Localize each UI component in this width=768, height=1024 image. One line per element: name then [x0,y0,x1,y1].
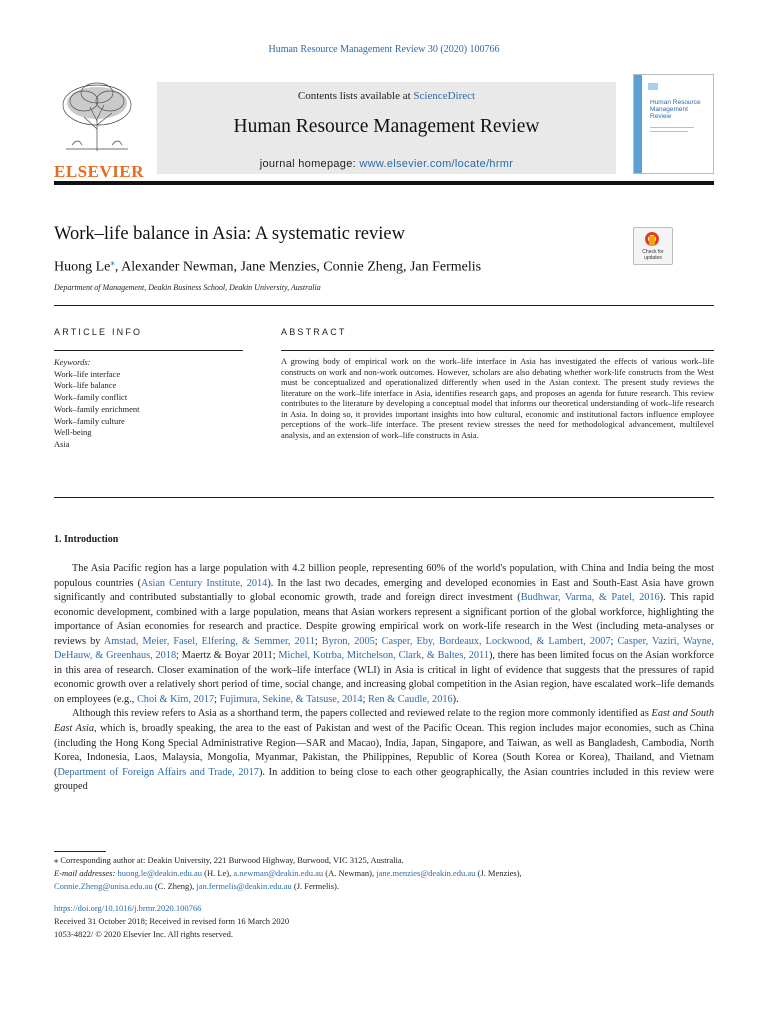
author-list [54,257,481,276]
citation-link[interactable]: Michel, Kotrba, Mitchelson, Clark, & Baltes, 2011 [278,650,489,662]
text-run: ; [610,635,618,647]
keyword: Well-being [54,427,92,438]
text-run: ; [314,635,322,647]
citation-link[interactable]: Ren & Caudle, 2016 [368,693,453,705]
citation-link[interactable]: Byron, 2005 [321,635,375,647]
text-run: ). In the last two decades, emerging and developed economies in East and South-East Asia have grown significantly and contributed substantially to global economic growth, trade and foreign direct investment ( [54,577,714,604]
keyword: Work–family culture [54,415,125,426]
sciencedirect-link[interactable]: ScienceDirect [413,90,476,102]
cover-logo-icon [648,83,658,90]
section-rule [54,497,714,498]
citation-link[interactable]: Fujimura, Sekine, & Tatsuse, 2014 [219,693,363,705]
keywords-label: Keywords: [54,357,91,367]
cover-title: Human Resource Management Review [650,99,701,120]
corresponding-author-mark[interactable]: ⁎ [110,257,115,267]
cover-stripe [634,75,642,173]
journal-cover-thumbnail[interactable] [633,74,714,174]
citation-link[interactable]: Casper, Vaziri, Wayne, DeHauw, & Greenhaus, 2018 [54,635,714,662]
footnote-line [54,867,714,880]
journal-homepage [157,158,616,170]
paragraph [54,707,714,794]
article-info-heading: ARTICLE INFO [54,327,143,337]
journal-banner [157,82,616,174]
footnote-line [54,854,714,867]
abstract-heading: ABSTRACT [281,327,347,337]
homepage-prefix: journal homepage: [259,158,360,170]
text-run: , which is, broadly speaking, the area to the east of Pakistan and west of the Pacific Ocean. This region includes major economies, such as China (including the Hong Kong Special Administrative Region—SAR and Macao), India, Japan, Singapore, and Taiwan, as well as Bangladesh, Cambodia, North Korea, Indonesia, Laos, Malaysia, Mongolia, Myanmar, Pakistan, the Philippines, Republic of Korea (South Korea or Korea), Thailand, and Vietnam ( [54,723,714,778]
introduction-heading: 1. Introduction [54,534,119,545]
info-rule [54,350,243,351]
received-dates: Received 31 October 2018; Received in revised form 16 March 2020 [54,916,290,926]
article-title: Work–life balance in Asia: A systematic review [54,224,405,244]
text-run: ). [452,693,459,705]
text-run: (C. Zheng), [152,881,197,891]
masthead-rule [54,181,714,185]
contents-prefix: Contents lists available at [297,90,414,102]
text-run: ). In addition to being close to each other geographically, the Asian countries included in this review were grouped [54,766,715,793]
citation-link[interactable]: Amstad, Meier, Fasel, Elfering, & Semmer, 2011 [103,635,315,647]
text-run: (J. Menzies), [475,868,522,878]
journal-citation[interactable]: Human Resource Management Review 30 (2020) 100766 [268,44,500,55]
text-run: ; [362,693,368,705]
section-rule [54,305,714,306]
text-run: The Asia Pacific region has a large population with 4.2 billion people, representing 60% of the world's population, with China and India being the most populous countries ( [54,563,714,589]
elsevier-logo[interactable] [54,79,144,179]
text-run: East and South East Asia [54,708,715,735]
keywords-list [54,357,139,451]
citation-link[interactable]: jane.menzies@deakin.edu.au [376,868,476,878]
text-run: ). This rapid economic development, combined with a large population, means that Asian workers represent a significant portion of the global workforce, highlighting the importance of Asian economies for research and practice. Despite growing empirical work on work-life research in the West (including meta-analyses or reviews by [54,592,714,647]
check-updates-label: Check for updates [642,249,664,261]
citation-link[interactable]: jan.fermelis@deakin.edu.au [196,881,292,891]
cover-text-line [650,127,694,128]
text-run: ; [374,635,382,647]
abstract-text: A growing body of empirical work on the work–life interface in Asia has investigated the effects of various work–life constructs on work and non-work outcomes. However, scholars are also debating whether work-life constructs from the West must be conceptualized and operationalized differently when used in the Asian context. The present study reviews the literature on the work–life interface in Asia, identifies research gaps, and proposes an agenda for future research. This review contributes to the literature by developing a conceptual model that informs our theoretical understanding of work–life research in Asia. In doing so, it provides important insights into how cultural, economic and institutional factors influence employee perceptions of the work–life interface. The present review stresses the need for methodological advancement, multilevel analysis, and an extension of work–life constructs in Asia. [281,356,714,440]
text-run: ; Maertz & Boyar 2011; [176,650,279,662]
text-run: (A. Newman), [323,868,377,878]
keyword: Work–life balance [54,380,117,391]
keyword: Asia [54,438,70,449]
author-name[interactable]: Huong Le [54,259,111,275]
text-run: ; [214,693,220,705]
abstract-rule [281,350,714,351]
footnote-line [54,880,714,893]
keyword: Work–family conflict [54,392,128,403]
journal-title: Human Resource Management Review [233,116,540,137]
publication-info [54,902,289,941]
footnote [54,854,714,893]
body-text [54,562,714,795]
text-run: (J. Fermelis). [291,881,339,891]
doi-link[interactable]: https://doi.org/10.1016/j.hrmr.2020.100766 [54,903,202,913]
elsevier-tree-icon [54,79,140,153]
author-names: , Alexander Newman, Jane Menzies, Connie Zheng, Jan Fermelis [114,259,482,275]
contents-line [157,90,616,102]
keyword: Work–family enrichment [54,403,140,414]
citation-link[interactable]: Connie.Zheng@unisa.edu.au [54,881,153,891]
check-for-updates-button[interactable] [633,227,673,265]
homepage-link[interactable]: www.elsevier.com/locate/hrmr [359,158,514,170]
cover-text-line [650,131,688,132]
citation-link[interactable]: Budhwar, Varma, & Patel, 2016 [520,592,660,604]
text-run: ⁎ Corresponding author at: Deakin University, 221 Burwood Highway, Burwood, VIC 3125, Australia. [54,855,404,865]
publisher-name: ELSEVIER [54,162,144,181]
citation-link[interactable]: Casper, Eby, Bordeaux, Lockwood, & Lambert, 2007 [381,635,611,647]
footnote-rule [54,851,106,852]
citation-link[interactable]: Department of Foreign Affairs and Trade, 2017 [57,766,259,778]
text-run: (H. Le), [201,868,234,878]
masthead [54,73,714,183]
text-run: ), there has been limited focus on the Asian workforce in this area of research. Closer examination of the work–life interface (WLI) in Asia is critical in light of evidence that suggests that the pressures of rapid economic growth over a relatively short period of time, social change, and increasing global competition in the Asian region, have escalated work–life demands on employees (e.g., [54,650,715,705]
citation-link[interactable]: Choi & Kim, 2017 [136,693,215,705]
bookmark-icon [649,236,655,246]
citation-link[interactable]: Asian Century Institute, 2014 [141,577,268,589]
text-run: Although this review refers to Asia as a shorthand term, the papers collected and reviewed relate to the region more commonly identified as [72,708,652,720]
citation-link[interactable]: a.newman@deakin.edu.au [233,868,324,878]
keyword: Work–life interface [54,368,121,379]
citation-link[interactable]: huong.le@deakin.edu.au [117,868,202,878]
affiliation: Department of Management, Deakin Business School, Deakin University, Australia [54,283,321,292]
copyright: 1053-4822/ © 2020 Elsevier Inc. All rights reserved. [54,929,234,939]
text-run: E-mail addresses: [54,868,118,878]
paragraph [54,562,714,707]
